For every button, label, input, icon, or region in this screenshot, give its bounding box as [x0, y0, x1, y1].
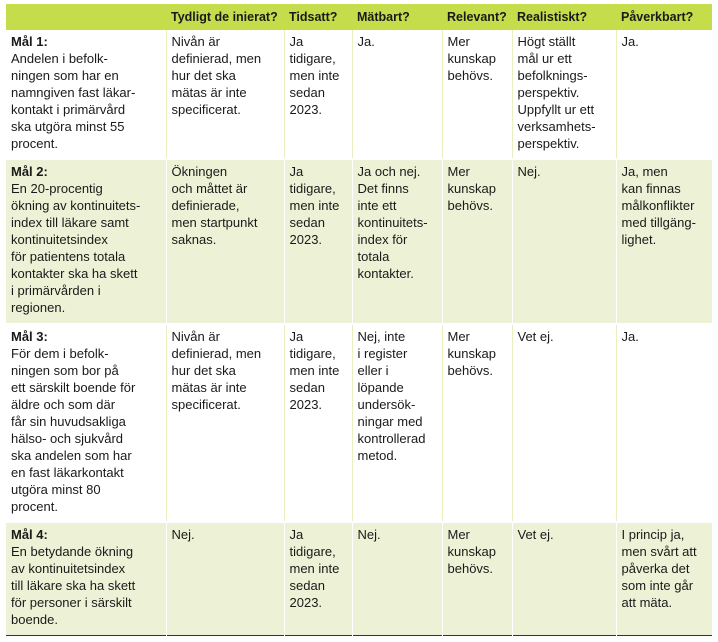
goal-title: Mål 1: — [11, 34, 48, 49]
table-row — [6, 30, 712, 159]
cell-text: Ja. — [621, 329, 639, 344]
table-row — [6, 324, 712, 522]
cell-realistic — [512, 324, 616, 522]
cell-text: Ja. — [357, 34, 375, 49]
goal-description: Andelen i befolk- ningen som har en namngiven fast läkar- kontakt i primärvård ska utgöra minst 55 procent. — [11, 51, 136, 151]
cell-text: Nej. — [171, 527, 195, 542]
cell-relevant — [442, 30, 512, 159]
header-clearly-defined: Tydligt de inierat? — [166, 4, 284, 30]
header-time-bound: Tidsatt? — [284, 4, 352, 30]
header-row — [6, 4, 712, 30]
cell-measurable — [352, 30, 442, 159]
cell-text: Nej. — [517, 164, 541, 179]
cell-clearly-defined — [166, 159, 284, 324]
cell-text: Ja tidigare, men inte sedan 2023. — [289, 34, 340, 117]
cell-relevant — [442, 159, 512, 324]
cell-relevant — [442, 522, 512, 635]
cell-text: Vet ej. — [517, 527, 554, 542]
cell-text: Mer kunskap behövs. — [447, 164, 496, 213]
cell-time-bound — [284, 30, 352, 159]
cell-text: Ja och nej. Det finns inte ett kontinuitets- index för totala kontakter. — [357, 164, 428, 281]
cell-measurable — [352, 324, 442, 522]
cell-measurable — [352, 522, 442, 635]
cell-influenceable — [616, 324, 712, 522]
goal-cell — [6, 30, 166, 159]
cell-text: Ja tidigare, men inte sedan 2023. — [289, 527, 340, 610]
cell-text: Nej, inte i register eller i löpande undersök- ningar med kontrollerad metod. — [357, 329, 426, 463]
cell-text: Nivån är definierad, men hur det ska mätas är inte specificerat. — [171, 34, 262, 117]
cell-text: Nej. — [357, 527, 381, 542]
cell-time-bound — [284, 159, 352, 324]
header-goal — [6, 4, 166, 30]
cell-text: Högt ställt mål ur ett befolknings- perspektiv. Uppfyllt ur ett verksamhets- perspektiv. — [517, 34, 596, 151]
goal-description: För dem i befolk- ningen som bor på ett särskilt boende för äldre och som där får sin huvudsakliga hälso- och sjukvård ska andelen som har en fast läkarkontakt utgöra minst 80 procent. — [11, 346, 136, 514]
goal-cell — [6, 522, 166, 635]
header-measurable: Mätbart? — [352, 4, 442, 30]
cell-text: I princip ja, men svårt att påverka det som inte går att mäta. — [621, 527, 697, 610]
goal-title: Mål 2: — [11, 164, 48, 179]
goal-description: En betydande ökning av kontinuitetsindex till läkare ska ha skett för personer i särskilt boende. — [11, 544, 136, 627]
header-realistic: Realistiskt? — [512, 4, 616, 30]
cell-text: Ja tidigare, men inte sedan 2023. — [289, 164, 340, 247]
cell-clearly-defined — [166, 30, 284, 159]
goal-cell — [6, 324, 166, 522]
cell-realistic — [512, 30, 616, 159]
cell-text: Ja, men kan finnas målkonflikter med tillgäng- lighet. — [621, 164, 696, 247]
cell-time-bound — [284, 522, 352, 635]
cell-text: Ökningen och måttet är definierade, men startpunkt saknas. — [171, 164, 258, 247]
table-row — [6, 159, 712, 324]
cell-measurable — [352, 159, 442, 324]
cell-influenceable — [616, 30, 712, 159]
cell-text: Mer kunskap behövs. — [447, 34, 496, 83]
table-row — [6, 522, 712, 635]
cell-influenceable — [616, 159, 712, 324]
cell-text: Ja. — [621, 34, 639, 49]
cell-text: Ja tidigare, men inte sedan 2023. — [289, 329, 340, 412]
cell-text: Nivån är definierad, men hur det ska mätas är inte specificerat. — [171, 329, 262, 412]
header-influenceable: Påverkbart? — [616, 4, 712, 30]
cell-realistic — [512, 522, 616, 635]
goal-title: Mål 3: — [11, 329, 48, 344]
cell-text: Mer kunskap behövs. — [447, 527, 496, 576]
cell-text: Mer kunskap behövs. — [447, 329, 496, 378]
cell-influenceable — [616, 522, 712, 635]
goals-assessment-table — [6, 4, 712, 636]
cell-clearly-defined — [166, 522, 284, 635]
cell-clearly-defined — [166, 324, 284, 522]
goal-description: En 20-procentig ökning av kontinuitets- index till läkare samt kontinuitetsindex för patientens totala kontakter ska ha skett i primärvården i regionen. — [11, 181, 141, 315]
cell-text: Vet ej. — [517, 329, 554, 344]
cell-relevant — [442, 324, 512, 522]
cell-realistic — [512, 159, 616, 324]
goal-cell — [6, 159, 166, 324]
goal-title: Mål 4: — [11, 527, 48, 542]
header-relevant: Relevant? — [442, 4, 512, 30]
cell-time-bound — [284, 324, 352, 522]
